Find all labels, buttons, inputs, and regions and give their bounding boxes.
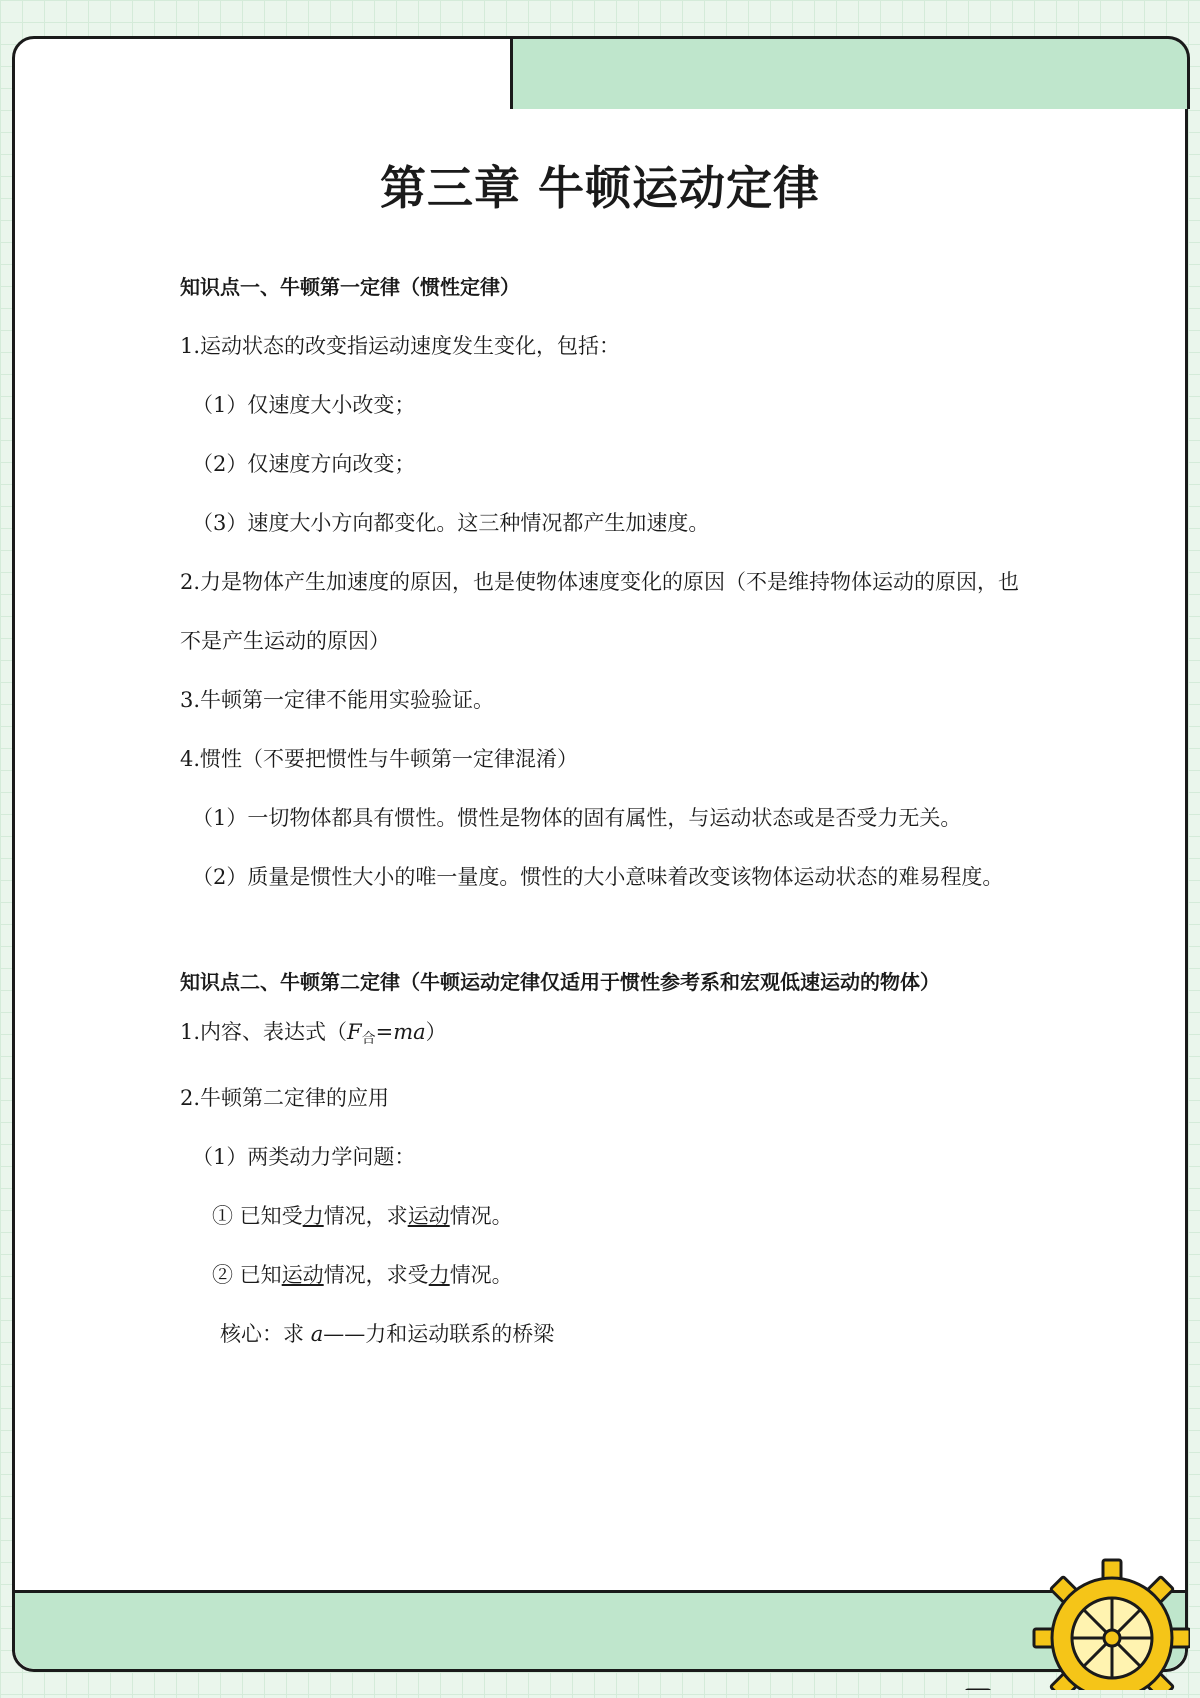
case1-underline1: 力 xyxy=(302,1204,324,1228)
s2-point2: 2.牛顿第二定律的应用 xyxy=(180,1086,390,1110)
formula-subscript: 合 xyxy=(361,1031,376,1047)
case2-text-a: 已知 xyxy=(233,1263,282,1287)
s1-point2-line2: 不是产生运动的原因） xyxy=(180,629,390,653)
s2-case2 xyxy=(180,1258,1080,1292)
case1-underline2: 运动 xyxy=(407,1204,450,1228)
chapter-title: 第三章 牛顿运动定律 xyxy=(379,161,820,215)
formula-equals: = xyxy=(375,1020,394,1044)
case2-number: ② xyxy=(212,1263,233,1287)
case2-underline1: 运动 xyxy=(281,1263,324,1287)
s1-point3: 3.牛顿第一定律不能用实验验证。 xyxy=(180,688,495,712)
s1-point4-item2: （2）质量是惯性大小的唯一量度。惯性的大小意味着改变该物体运动状态的难易程度。 xyxy=(192,865,1004,889)
s1-point1: 1.运动状态的改变指运动速度发生变化，包括： xyxy=(180,334,621,358)
content-body xyxy=(180,270,1080,1351)
case1-text-a: 已知受 xyxy=(233,1204,303,1228)
s2-core xyxy=(180,1317,1080,1351)
s1-point1-item2: （2）仅速度方向改变； xyxy=(192,452,416,476)
s1-point2-line1: 2.力是物体产生加速度的原因，也是使物体速度变化的原因（不是维持物体运动的原因，也 xyxy=(180,570,1020,594)
s2-point1-prefix: 1.内容、表达式（ xyxy=(180,1020,348,1044)
case1-number: ① xyxy=(212,1204,233,1228)
case1-text-c: 情况。 xyxy=(449,1204,513,1228)
s2-case1 xyxy=(180,1199,1080,1233)
s1-point1-item3: （3）速度大小方向都变化。这三种情况都产生加速度。 xyxy=(192,511,710,535)
s2-point2-item1: （1）两类动力学问题： xyxy=(192,1145,416,1169)
section1-heading: 知识点一、牛顿第一定律（惯性定律） xyxy=(180,275,520,299)
formula-F: F xyxy=(347,1020,362,1044)
section2-heading: 知识点二、牛顿第二定律（牛顿运动定律仅适用于惯性参考系和宏观低速运动的物体） xyxy=(180,970,940,994)
s1-point1-item1: （1）仅速度大小改变； xyxy=(192,393,416,417)
case1-text-b: 情况，求 xyxy=(323,1204,408,1228)
case2-text-c: 情况。 xyxy=(449,1263,513,1287)
core-prefix: 核心：求 xyxy=(220,1322,311,1346)
case2-text-b: 情况，求受 xyxy=(323,1263,429,1287)
s1-point4: 4.惯性（不要把惯性与牛顿第一定律混淆） xyxy=(180,747,579,771)
formula-ma: ma xyxy=(393,1020,426,1044)
s2-point1 xyxy=(180,1015,1080,1056)
s1-point4-item1: （1）一切物体都具有惯性。惯性是物体的固有属性，与运动状态或是否受力无关。 xyxy=(192,806,962,830)
folder-tab xyxy=(510,36,1190,109)
gears-illustration xyxy=(850,1370,1190,1690)
core-variable: a xyxy=(310,1322,324,1346)
s2-point1-suffix: ） xyxy=(425,1020,447,1044)
core-suffix: ——力和运动联系的桥梁 xyxy=(323,1322,555,1346)
case2-underline2: 力 xyxy=(428,1263,450,1287)
